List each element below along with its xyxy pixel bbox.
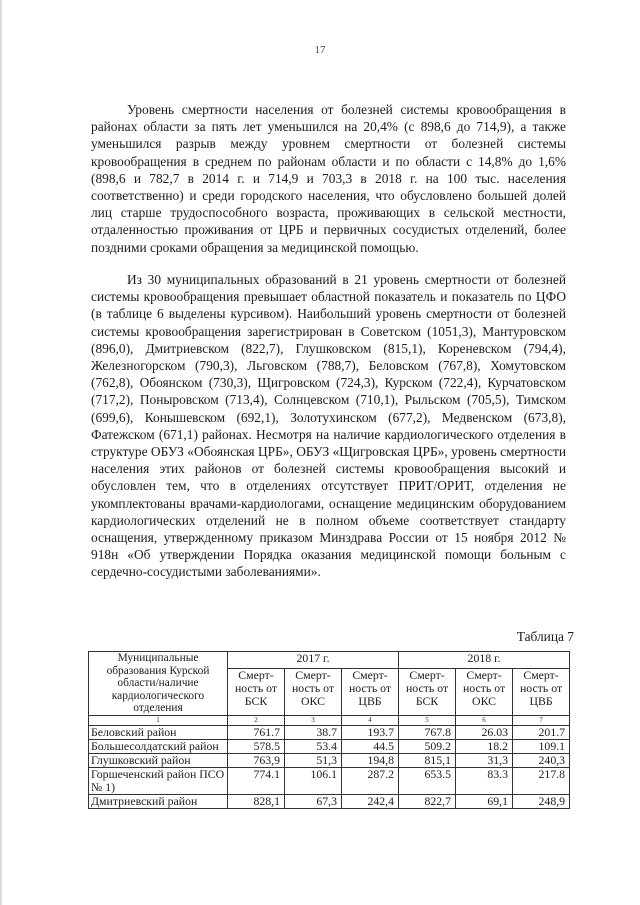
table-cell: 815,1 [399, 753, 456, 767]
table-cell: 194,8 [342, 753, 399, 767]
index-cell: 1 [89, 715, 228, 725]
index-cell: 6 [456, 715, 513, 725]
table-cell: 242,4 [342, 794, 399, 808]
table-cell: 31,3 [456, 753, 513, 767]
header-year-2018: 2018 г. [399, 652, 570, 669]
paragraph-1 [91, 101, 566, 256]
table-cell: 53.4 [285, 739, 342, 753]
table-cell: 38.7 [285, 725, 342, 739]
page-number: 17 [314, 44, 326, 56]
table-cell: 240,3 [513, 753, 570, 767]
district-name: Глушковский район [89, 753, 228, 767]
index-cell: 2 [228, 715, 285, 725]
table-cell: 67,3 [285, 794, 342, 808]
table-cell: 767.8 [399, 725, 456, 739]
table-cell: 26.03 [456, 725, 513, 739]
mortality-table [88, 651, 570, 809]
table-cell: 201.7 [513, 725, 570, 739]
table-cell: 578.5 [228, 739, 285, 753]
subheader-cell: Смерт-ность от ОКС [285, 668, 342, 715]
table-cell: 217.8 [513, 767, 570, 794]
table-cell: 69,1 [456, 794, 513, 808]
table-cell: 828,1 [228, 794, 285, 808]
index-cell: 5 [399, 715, 456, 725]
table-row [89, 753, 570, 767]
table-cell: 287.2 [342, 767, 399, 794]
subheader-cell: Смерт-ность от ЦВБ [513, 668, 570, 715]
district-name: Беловский район [89, 725, 228, 739]
subheader-cell: Смерт-ность от ОКС [456, 668, 513, 715]
table-row [89, 739, 570, 753]
header-year-2017: 2017 г. [228, 652, 399, 669]
table-caption: Таблица 7 [516, 629, 574, 644]
subheader-cell: Смерт-ность от БСК [228, 668, 285, 715]
paragraph-2-text: Из 30 муниципальных образований в 21 уровень смертности от болезней системы кровообращения превышает областной показатель и показатель по ЦФО (в таблице 6 выделены курсивом). Наибольший уровень смертности от болезней системы кровообращения зарегистрирован в Советском (1051,3), Мантуровском (896,0), Дмитриевском (822,7), Глушковском (815,1), Кореневском (794,4), Железногорском (790,3), Льговском (788,7), Беловском (767,8), Хомутовском (762,8), Обоянском (730,3), Щигровском (724,3), Курском (722,4), Курчатовском (717,2), Поныровском (713,4), Солнцевском (710,1), Рыльском (705,5), Тимском (699,6), Конышевском (692,1), Золотухинском (677,2), Медвенском (673,8), Фатежском (671,1) районах. Несмотря на наличие кардиологического отделения в структуре ОБУЗ «Обоянская ЦРБ», ОБУЗ «Щигровская ЦРБ», уровень смертности населения этих районов от болезней системы кровообращения высокий и обусловлен тем, что в отделениях отсутствует ПРИТ/ОРИТ, отделения не укомплектованы врачами-кардиологами, оснащение медицинским оборудованием кардиологических отделений не в полном объеме соответствует стандарту оснащения, утвержденному приказом Минздрава России от 15 ноября 2012 № 918н «Об утверждении Порядка оказания медицинской помощи больным с сердечно-сосудистыми заболеваниями». [91, 272, 566, 580]
subheader-cell: Смерт-ность от ЦВБ [342, 668, 399, 715]
table-cell: 822,7 [399, 794, 456, 808]
table-cell: 509.2 [399, 739, 456, 753]
table-cell: 653.5 [399, 767, 456, 794]
table-cell: 248,9 [513, 794, 570, 808]
table-cell: 193.7 [342, 725, 399, 739]
district-name: Большесолдатский район [89, 739, 228, 753]
column-index-row [89, 715, 570, 725]
index-cell: 3 [285, 715, 342, 725]
table-cell: 774.1 [228, 767, 285, 794]
table-cell: 51,3 [285, 753, 342, 767]
district-name: Горшеченский район ПСО № 1) [89, 767, 228, 794]
index-cell: 4 [342, 715, 399, 725]
paragraph-2 [91, 271, 566, 581]
table-row [89, 767, 570, 794]
table-cell: 106.1 [285, 767, 342, 794]
index-cell: 7 [513, 715, 570, 725]
table-cell: 44.5 [342, 739, 399, 753]
table-cell: 763,9 [228, 753, 285, 767]
table-cell: 109.1 [513, 739, 570, 753]
table-cell: 83.3 [456, 767, 513, 794]
page-edge [0, 0, 3, 905]
table-header-row [89, 652, 570, 669]
table-row [89, 794, 570, 808]
table-cell: 761.7 [228, 725, 285, 739]
paragraph-1-text: Уровень смертности населения от болезней системы кровообращения в районах области за пять лет уменьшился на 20,4% (с 898,6 до 714,9), а также уменьшился разрыв между уровнем смертности от болезней системы кровообращения в среднем по районам области и по области с 14,8% до 1,6% (898,6 и 782,7 в 2014 г. и 714,9 и 703,3 в 2018 г. на 100 тыс. населения соответственно) и среди городского населения, что обусловлено большей долей лиц старше трудоспособного возраста, проживающих в сельской местности, отдаленностью проживания от ЦРБ и первичных сосудистых отделений, более поздними сроками обращения за медицинской помощью. [91, 102, 566, 255]
header-municipality: Муниципальные образования Курской области/наличие кардиологического отделения [89, 652, 228, 716]
district-name: Дмитриевский район [89, 794, 228, 808]
subheader-cell: Смерт-ность от БСК [399, 668, 456, 715]
table-row [89, 725, 570, 739]
table-cell: 18.2 [456, 739, 513, 753]
